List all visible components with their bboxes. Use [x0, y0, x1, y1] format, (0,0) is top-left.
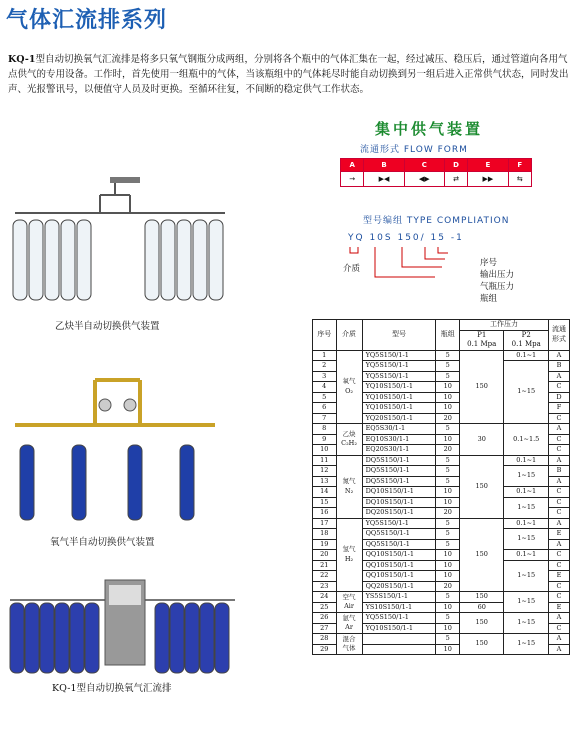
- cell-p1: 150: [459, 455, 504, 518]
- cell-flow: C: [549, 623, 570, 634]
- gas-cylinder-icon: [45, 220, 59, 300]
- gas-cylinder-icon: [177, 220, 191, 300]
- cell-seq: 8: [313, 424, 337, 435]
- gas-cylinder-icon: [77, 220, 91, 300]
- cell-seq: 28: [313, 634, 337, 645]
- legend-output-pressure: 输出压力: [480, 270, 515, 280]
- cell-medium: 空气 Air: [336, 592, 362, 613]
- cell-groups: 5: [436, 518, 460, 529]
- cell-p1: 150: [459, 350, 504, 424]
- table-row: [313, 613, 570, 624]
- cell-p2: 1~15: [504, 466, 549, 487]
- cell-seq: 16: [313, 508, 337, 519]
- table-row: [313, 424, 570, 435]
- cell-flow: A: [549, 350, 570, 361]
- cell-p1: 150: [459, 634, 504, 655]
- cell-p2: 0.1~1: [504, 487, 549, 498]
- cell-groups: 10: [436, 623, 460, 634]
- cell-groups: 5: [436, 539, 460, 550]
- cell-flow: E: [549, 571, 570, 582]
- cell-seq: 14: [313, 487, 337, 498]
- flow-form-e: E: [468, 159, 508, 172]
- cell-model: YS5S150/1-1: [362, 592, 436, 603]
- cell-flow: C: [549, 487, 570, 498]
- cell-groups: 5: [436, 634, 460, 645]
- cell-flow: B: [549, 466, 570, 477]
- gas-cylinder-icon: [161, 220, 175, 300]
- cell-seq: 15: [313, 497, 337, 508]
- cell-flow: A: [549, 644, 570, 655]
- cell-seq: 27: [313, 623, 337, 634]
- flow-form-a: A: [341, 159, 364, 172]
- cell-model: EQ10S30/1-1: [362, 434, 436, 445]
- cell-model: [362, 634, 436, 645]
- cell-model: YQ10S150/1-1: [362, 403, 436, 414]
- cell-groups: 10: [436, 392, 460, 403]
- cell-model: YQ5S150/1-1: [362, 350, 436, 361]
- cell-model: DQ5S150/1-1: [362, 455, 436, 466]
- cell-flow: C: [549, 497, 570, 508]
- intro-paragraph: [8, 52, 574, 97]
- cell-flow: A: [549, 613, 570, 624]
- cell-seq: 10: [313, 445, 337, 456]
- gas-cylinder-icon: [55, 603, 69, 673]
- oxygen-manifold-image: [10, 370, 225, 525]
- cell-p2: 0.1~1: [504, 350, 549, 361]
- cell-model: DQ5S150/1-1: [362, 466, 436, 477]
- gas-cylinder-icon: [128, 445, 142, 520]
- gas-cylinder-icon: [145, 220, 159, 300]
- flow-symbol-icon: →: [341, 172, 364, 187]
- cell-model: DQ10S150/1-1: [362, 487, 436, 498]
- cell-flow: C: [549, 592, 570, 603]
- cell-flow: A: [549, 424, 570, 435]
- cell-model: YQ5S150/1-1: [362, 613, 436, 624]
- cell-flow: B: [549, 361, 570, 372]
- gas-cylinder-icon: [40, 603, 54, 673]
- cell-p2: 1~15: [504, 361, 549, 424]
- gas-cylinder-icon: [10, 603, 24, 673]
- cell-flow: E: [549, 529, 570, 540]
- cell-model: EQ5S30/1-1: [362, 424, 436, 435]
- cell-groups: 5: [436, 350, 460, 361]
- gas-cylinder-icon: [193, 220, 207, 300]
- flow-form-b: B: [364, 159, 404, 172]
- th-pressure: 工作压力: [459, 320, 548, 331]
- gas-cylinder-icon: [70, 603, 84, 673]
- flow-form-c: C: [404, 159, 444, 172]
- cell-groups: 10: [436, 571, 460, 582]
- cell-model: YQ5S150/1-1: [362, 361, 436, 372]
- cell-groups: 20: [436, 581, 460, 592]
- cell-seq: 13: [313, 476, 337, 487]
- th-flow: 流通形式: [549, 320, 570, 351]
- cell-seq: 1: [313, 350, 337, 361]
- cell-p2: 1~15: [504, 613, 549, 634]
- flow-symbol-icon: ⇄: [444, 172, 467, 187]
- cell-model: DQ10S150/1-1: [362, 497, 436, 508]
- cell-seq: 21: [313, 560, 337, 571]
- flow-form-d: D: [444, 159, 467, 172]
- cell-p2: 1~15: [504, 497, 549, 518]
- gas-cylinder-icon: [200, 603, 214, 673]
- acetylene-manifold-image: [5, 175, 235, 310]
- cell-model: DQ5S150/1-1: [362, 476, 436, 487]
- th-seq: 序号: [313, 320, 337, 351]
- cell-flow: A: [549, 539, 570, 550]
- th-medium: 介质: [336, 320, 362, 351]
- cell-model: YQ10S150/1-1: [362, 392, 436, 403]
- cell-model: QQ10S150/1-1: [362, 571, 436, 582]
- cell-seq: 2: [313, 361, 337, 372]
- cell-seq: 23: [313, 581, 337, 592]
- legend-medium: 介质: [343, 264, 361, 274]
- cell-p2: 1~15: [504, 529, 549, 550]
- caption-oxygen: 氧气半自动切换供气装置: [50, 537, 155, 548]
- cell-flow: C: [549, 581, 570, 592]
- cell-p2: 1~15: [504, 634, 549, 655]
- flow-form-label: 流通形式 FLOW FORM: [360, 145, 468, 155]
- cell-p2: 0.1~1: [504, 518, 549, 529]
- gas-cylinder-icon: [170, 603, 184, 673]
- cell-groups: 5: [436, 371, 460, 382]
- cell-medium: 氢气 H₂: [336, 518, 362, 592]
- cell-groups: 10: [436, 487, 460, 498]
- cell-p1: 150: [459, 592, 504, 603]
- cell-groups: 10: [436, 550, 460, 561]
- cell-seq: 22: [313, 571, 337, 582]
- cell-flow: C: [549, 508, 570, 519]
- cell-medium: 乙炔 C₂H₂: [336, 424, 362, 456]
- cell-seq: 19: [313, 539, 337, 550]
- cell-p1: 60: [459, 602, 504, 613]
- cell-seq: 18: [313, 529, 337, 540]
- cell-medium: 氧气 O₂: [336, 350, 362, 424]
- table-row: [313, 518, 570, 529]
- cell-groups: 5: [436, 424, 460, 435]
- cell-flow: C: [549, 382, 570, 393]
- table-row: [313, 634, 570, 645]
- cell-flow: A: [549, 455, 570, 466]
- cell-model: YQ5S150/1-1: [362, 518, 436, 529]
- cell-p2: 0.1~1: [504, 455, 549, 466]
- cell-flow: C: [549, 445, 570, 456]
- cell-groups: 5: [436, 476, 460, 487]
- cell-flow: A: [549, 518, 570, 529]
- cell-seq: 17: [313, 518, 337, 529]
- gas-cylinder-icon: [20, 445, 34, 520]
- kq1-manifold-image: [5, 575, 240, 675]
- cell-groups: 10: [436, 497, 460, 508]
- cell-model: DQ20S150/1-1: [362, 508, 436, 519]
- cell-seq: 6: [313, 403, 337, 414]
- cell-model: QQ20S150/1-1: [362, 581, 436, 592]
- gas-cylinder-icon: [61, 220, 75, 300]
- cell-groups: 5: [436, 529, 460, 540]
- cell-groups: 10: [436, 602, 460, 613]
- cell-seq: 26: [313, 613, 337, 624]
- cell-medium: 氩气 Ar: [336, 613, 362, 634]
- flow-symbol-icon: ◀▶: [404, 172, 444, 187]
- page-title: 气体汇流排系列: [6, 8, 168, 33]
- cell-model: QQ5S150/1-1: [362, 539, 436, 550]
- cell-model: QQ10S150/1-1: [362, 560, 436, 571]
- caption-acetylene: 乙炔半自动切换供气装置: [55, 321, 160, 332]
- th-model: 型号: [362, 320, 436, 351]
- cell-groups: 10: [436, 560, 460, 571]
- cell-seq: 3: [313, 371, 337, 382]
- cell-model: YQ10S150/1-1: [362, 623, 436, 634]
- cell-seq: 11: [313, 455, 337, 466]
- cell-flow: F: [549, 403, 570, 414]
- legend-cylinder-group: 瓶组: [480, 294, 498, 304]
- cell-p1: 30: [459, 424, 504, 456]
- gas-cylinder-icon: [13, 220, 27, 300]
- cell-groups: 20: [436, 413, 460, 424]
- cell-model: [362, 644, 436, 655]
- cell-groups: 5: [436, 361, 460, 372]
- gas-cylinder-icon: [209, 220, 223, 300]
- cell-groups: 5: [436, 455, 460, 466]
- cell-seq: 25: [313, 602, 337, 613]
- cell-model: YQ10S150/1-1: [362, 382, 436, 393]
- cell-flow: C: [549, 413, 570, 424]
- cell-medium: 混合 气体: [336, 634, 362, 655]
- th-p1: P1 0.1 Mpa: [459, 330, 504, 350]
- cell-flow: A: [549, 634, 570, 645]
- cell-model: EQ20S30/1-1: [362, 445, 436, 456]
- cell-p2: 1~15: [504, 592, 549, 613]
- cell-p1: 150: [459, 518, 504, 592]
- cell-flow: C: [549, 550, 570, 561]
- gas-cylinder-icon: [155, 603, 169, 673]
- cell-groups: 5: [436, 613, 460, 624]
- cell-groups: 10: [436, 403, 460, 414]
- gas-cylinder-icon: [185, 603, 199, 673]
- cell-model: YQ5S150/1-1: [362, 371, 436, 382]
- cell-model: QQ10S150/1-1: [362, 550, 436, 561]
- th-p2: P2 0.1 Mpa: [504, 330, 549, 350]
- th-groups: 瓶组: [436, 320, 460, 351]
- cell-p2: 0.1~1: [504, 550, 549, 561]
- supply-title: 集中供气装置: [375, 120, 484, 138]
- cell-groups: 10: [436, 644, 460, 655]
- cell-groups: 5: [436, 466, 460, 477]
- gas-cylinder-icon: [180, 445, 194, 520]
- cell-seq: 4: [313, 382, 337, 393]
- table-row: [313, 455, 570, 466]
- gas-cylinder-icon: [85, 603, 99, 673]
- cell-flow: A: [549, 476, 570, 487]
- cell-flow: A: [549, 371, 570, 382]
- cell-flow: C: [549, 560, 570, 571]
- gas-cylinder-icon: [29, 220, 43, 300]
- cell-seq: 20: [313, 550, 337, 561]
- type-compilation-label: 型号编组 TYPE COMPLIATION: [363, 216, 510, 226]
- flow-form-table: [340, 158, 532, 187]
- cell-flow: D: [549, 392, 570, 403]
- gas-cylinder-icon: [72, 445, 86, 520]
- cell-groups: 20: [436, 445, 460, 456]
- flow-symbol-icon: ⇆: [508, 172, 531, 187]
- spec-table: [312, 319, 570, 655]
- intro-text: 型自动切换氧气汇流排是将多只氧气钢瓶分成两组，分别将各个瓶中的气体汇集在一起，经过减压、稳压后，通过管道向各用气点供气的专用设备。工作时，首先使用一组瓶中的气体，当该瓶组中的气体耗尽时能自动切换到另一组后进入正常供气状态，同时发出声、光报警讯号，以便值守人员及时更换。至循环往复，不间断的稳定供气工作状态。: [8, 54, 569, 95]
- cell-p1: 150: [459, 613, 504, 634]
- caption-kq1: KQ-1型自动切换氧气汇流排: [52, 683, 172, 694]
- table-row: [313, 350, 570, 361]
- legend-serial: 序号: [480, 258, 498, 268]
- cell-flow: C: [549, 434, 570, 445]
- table-row: [313, 592, 570, 603]
- cell-seq: 12: [313, 466, 337, 477]
- cell-flow: E: [549, 602, 570, 613]
- legend-cylinder-pressure: 气瓶压力: [480, 282, 515, 292]
- cell-medium: 氮气 N₂: [336, 455, 362, 518]
- flow-symbol-icon: ▶▶: [468, 172, 508, 187]
- type-code: YQ 10S 150/ 15 -1: [348, 233, 464, 243]
- cell-model: YS10S150/1-1: [362, 602, 436, 613]
- cell-seq: 9: [313, 434, 337, 445]
- cell-groups: 20: [436, 508, 460, 519]
- cell-groups: 5: [436, 592, 460, 603]
- gas-cylinder-icon: [25, 603, 39, 673]
- cell-seq: 5: [313, 392, 337, 403]
- cell-model: YQ20S150/1-1: [362, 413, 436, 424]
- cell-p2: 0.1~1.5: [504, 424, 549, 456]
- gas-cylinder-icon: [215, 603, 229, 673]
- cell-groups: 10: [436, 382, 460, 393]
- flow-form-f: F: [508, 159, 531, 172]
- flow-symbol-icon: ▶◀: [364, 172, 404, 187]
- cell-seq: 7: [313, 413, 337, 424]
- cell-model: QQ5S150/1-1: [362, 529, 436, 540]
- cell-seq: 24: [313, 592, 337, 603]
- intro-lead: KQ-1: [8, 54, 36, 65]
- cell-p2: 1~15: [504, 560, 549, 592]
- cell-groups: 10: [436, 434, 460, 445]
- cell-seq: 29: [313, 644, 337, 655]
